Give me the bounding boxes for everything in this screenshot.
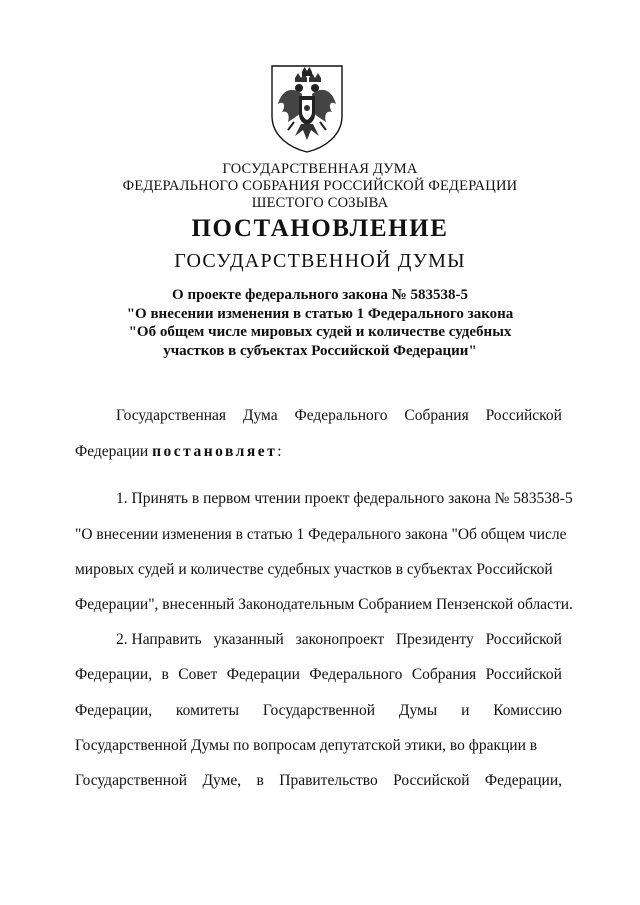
- issuing-authority: [0, 161, 640, 212]
- word: Думы: [398, 702, 438, 719]
- word: комитеты: [175, 702, 240, 719]
- resolves-verb: постановляет: [152, 443, 278, 460]
- word: Дума: [242, 407, 278, 424]
- item2-line-5: [75, 771, 562, 791]
- word: Государственной: [262, 702, 376, 719]
- subject-line-1: О проекте федерального закона № 583538-5: [172, 287, 468, 303]
- item2-line-4: Государственной Думы по вопросам депутатской этики, во фракции в: [75, 737, 538, 754]
- word: Федерального: [309, 666, 403, 683]
- item1-line-1: 1. Принять в первом чтении проект федерального закона № 583538-5: [116, 490, 573, 507]
- preamble-prefix: Федерации: [75, 443, 153, 460]
- document-org-title: ГОСУДАРСТВЕННОЙ ДУМЫ: [174, 250, 466, 272]
- word: Федерации: [226, 666, 300, 683]
- document-type-title: ПОСТАНОВЛЕНИЕ: [191, 215, 449, 242]
- word: Комиссию: [493, 702, 562, 719]
- item1-line-2: "О внесении изменения в статью 1 Федерального закона "Об общем числе: [75, 526, 567, 543]
- word: Российской: [485, 666, 562, 683]
- word: Российской: [485, 631, 562, 648]
- word: Федерации,: [75, 666, 153, 683]
- word: Государственная: [116, 407, 227, 424]
- word: Собрания: [404, 407, 469, 424]
- header-line-2: ФЕДЕРАЛЬНОГО СОБРАНИЯ РОССИЙСКОЙ ФЕДЕРАЦИИ: [122, 178, 518, 194]
- word: указанный: [213, 631, 284, 648]
- header-line-1: ГОСУДАРСТВЕННАЯ ДУМА: [222, 161, 418, 177]
- item2-line-1: [116, 630, 562, 650]
- word: законопроект: [295, 631, 385, 648]
- subject-line-2: "О внесении изменения в статью 1 Федерального закона: [126, 305, 514, 322]
- word: Федерации,: [484, 772, 562, 789]
- word: Президенту: [395, 631, 474, 648]
- coat-of-arms-emblem: [268, 64, 346, 154]
- item1-line-4: Федерации", внесенный Законодательным Собранием Пензенской области.: [75, 596, 573, 613]
- word: Российской: [485, 407, 562, 424]
- header-line-3: ШЕСТОГО СОЗЫВА: [251, 195, 389, 211]
- item1-line-3: мировых судей и количестве судебных участков в субъектах Российской: [75, 561, 553, 578]
- word: Думе,: [202, 772, 242, 789]
- document-subject: [0, 286, 640, 360]
- word: Государственной: [75, 772, 188, 789]
- word: Правительство: [279, 772, 378, 789]
- preamble-line-1: [116, 406, 562, 426]
- word: 2. Направить: [116, 631, 202, 648]
- word: Федерального: [294, 407, 388, 424]
- word: и: [461, 702, 470, 719]
- word: Федерации,: [75, 702, 153, 719]
- word: Собрания: [411, 666, 477, 683]
- word: Совет: [178, 666, 218, 683]
- subject-line-3: "Об общем числе мировых судей и количестве судебных: [128, 324, 512, 340]
- preamble-line-2: [75, 442, 562, 462]
- item2-line-3: [75, 701, 562, 721]
- item2-line-2: [75, 665, 562, 685]
- subject-line-4: участков в субъектах Российской Федерации": [163, 342, 477, 359]
- word: в: [256, 772, 264, 789]
- preamble-suffix: :: [277, 443, 282, 460]
- word: Российской: [393, 772, 470, 789]
- word: в: [161, 666, 169, 683]
